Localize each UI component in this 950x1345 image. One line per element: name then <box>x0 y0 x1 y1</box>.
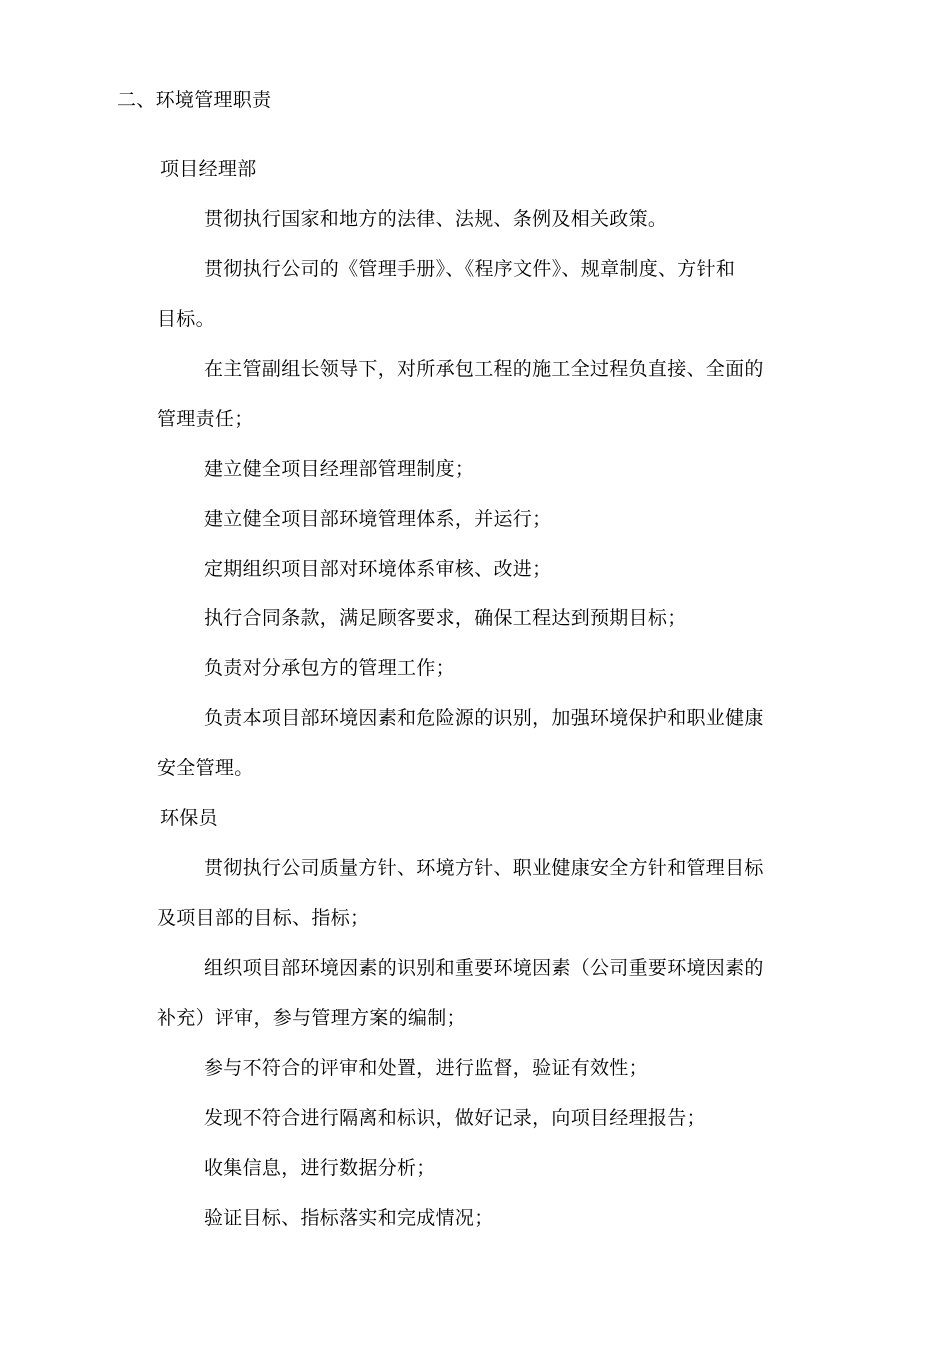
env-officer-item-1-cont: 及项目部的目标、指标； <box>157 907 370 929</box>
env-officer-item-6: 验证目标、指标落实和完成情况； <box>204 1207 494 1229</box>
project-dept-item-9: 负责本项目部环境因素和危险源的识别，加强环境保护和职业健康 <box>204 707 764 729</box>
env-officer-item-3: 参与不符合的评审和处置，进行监督，验证有效性； <box>204 1057 648 1079</box>
project-dept-item-9-cont: 安全管理。 <box>157 757 254 779</box>
heading-project-dept: 项目经理部 <box>160 158 257 180</box>
heading-env-officer: 环保员 <box>160 807 218 829</box>
env-officer-item-2: 组织项目部环境因素的识别和重要环境因素（公司重要环境因素的 <box>204 957 764 979</box>
project-dept-item-7: 执行合同条款，满足顾客要求，确保工程达到预期目标； <box>204 607 687 629</box>
env-officer-item-1: 贯彻执行公司质量方针、环境方针、职业健康安全方针和管理目标 <box>204 857 764 879</box>
project-dept-item-4: 建立健全项目经理部管理制度； <box>204 458 475 480</box>
env-officer-item-4: 发现不符合进行隔离和标识，做好记录，向项目经理报告； <box>204 1107 706 1129</box>
project-dept-item-2: 贯彻执行公司的《管理手册》、《程序文件》、规章制度、方针和 <box>204 258 736 280</box>
section-title: 二、环境管理职责 <box>117 89 272 111</box>
env-officer-item-5: 收集信息，进行数据分析； <box>204 1157 436 1179</box>
project-dept-item-2-cont: 目标。 <box>157 308 215 330</box>
project-dept-item-5: 建立健全项目部环境管理体系，并运行； <box>204 508 552 530</box>
project-dept-item-8: 负责对分承包方的管理工作； <box>204 657 455 679</box>
project-dept-item-3: 在主管副组长领导下，对所承包工程的施工全过程负直接、全面的 <box>204 358 764 380</box>
env-officer-item-2-cont: 补充）评审，参与管理方案的编制； <box>157 1007 466 1029</box>
project-dept-item-3-cont: 管理责任； <box>157 408 254 430</box>
project-dept-item-1: 贯彻执行国家和地方的法律、法规、条例及相关政策。 <box>204 208 668 230</box>
project-dept-item-6: 定期组织项目部对环境体系审核、改进； <box>204 558 552 580</box>
